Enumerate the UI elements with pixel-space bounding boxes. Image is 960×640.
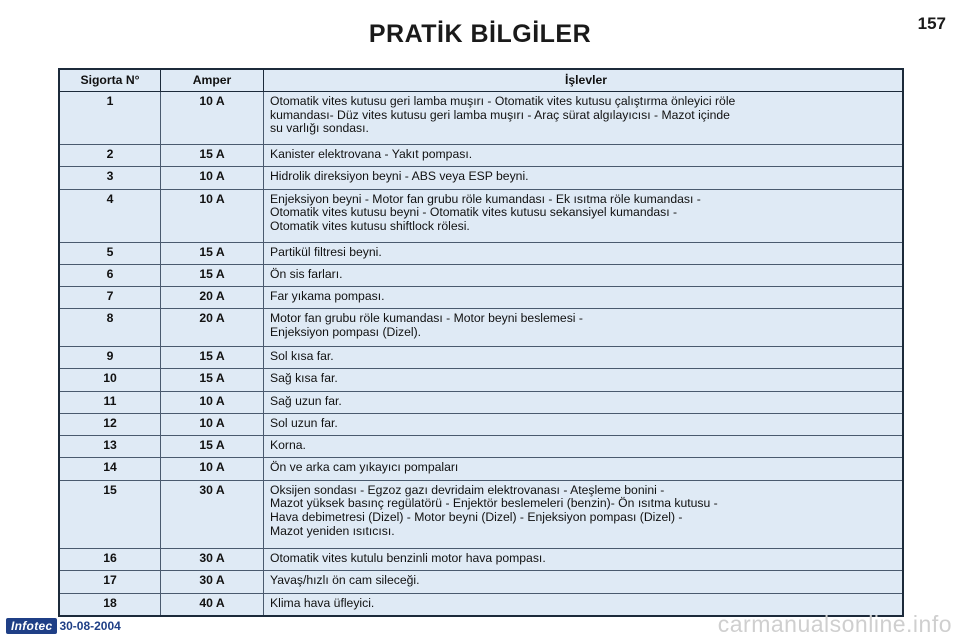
function-cell: Korna.: [264, 436, 903, 458]
table-row: [60, 549, 902, 571]
watermark: carmanualsonline.info: [717, 611, 952, 637]
page-number: 157: [917, 14, 946, 33]
table-row: [60, 242, 902, 264]
function-cell: Sol kısa far.: [264, 347, 903, 369]
ampere-cell: 10 A: [161, 458, 264, 480]
function-cell: Partikül filtresi beyni.: [264, 242, 903, 264]
function-cell: Sol uzun far.: [264, 413, 903, 435]
fuse-number-cell: 11: [60, 391, 161, 413]
fuse-number-cell: 9: [60, 347, 161, 369]
table-row: [60, 436, 902, 458]
ampere-cell: 40 A: [161, 593, 264, 615]
ampere-cell: 10 A: [161, 167, 264, 189]
function-cell: Sağ uzun far.: [264, 391, 903, 413]
table-row: [60, 167, 902, 189]
table-row: [60, 369, 902, 391]
ampere-cell: 15 A: [161, 242, 264, 264]
function-cell: Klima hava üfleyici.: [270, 595, 375, 610]
ampere-cell: 10 A: [161, 413, 264, 435]
ampere-cell: 20 A: [161, 309, 264, 347]
fuse-number-cell: 3: [60, 167, 161, 189]
table-row: [60, 571, 902, 593]
fuse-number-cell: 7: [60, 287, 161, 309]
table-row: [60, 189, 902, 242]
function-cell: Otomatik vites kutulu benzinli motor hava pompası.: [264, 549, 903, 571]
table-header-row: [60, 70, 902, 92]
fuse-number-cell: 4: [60, 189, 161, 242]
ampere-cell: 15 A: [161, 145, 264, 167]
fuse-table: [58, 68, 904, 617]
ampere-cell: 15 A: [161, 265, 264, 287]
table-row: [60, 92, 902, 145]
fuse-number-cell: 17: [60, 571, 161, 593]
function-cell: Ön ve arka cam yıkayıcı pompaları: [264, 458, 903, 480]
function-cell: Yavaş/hızlı ön cam sileceği.: [264, 571, 903, 593]
function-cell: Hidrolik direksiyon beyni - ABS veya ESP beyni.: [264, 167, 903, 189]
ampere-cell: 10 A: [161, 189, 264, 242]
column-header-fuse-no: Sigorta N°: [60, 70, 161, 92]
function-cell: Motor fan grubu röle kumandası - Motor beyni beslemesi - Enjeksiyon pompası (Dizel).: [264, 309, 903, 347]
fuse-number-cell: 1: [60, 92, 161, 145]
ampere-cell: 30 A: [161, 549, 264, 571]
fuse-number-cell: 12: [60, 413, 161, 435]
ampere-cell: 10 A: [161, 391, 264, 413]
fuse-number-cell: 13: [60, 436, 161, 458]
table-row: [60, 413, 902, 435]
ampere-cell: 15 A: [161, 347, 264, 369]
fuse-number-cell: 10: [60, 369, 161, 391]
column-header-functions: İşlevler: [264, 70, 903, 92]
fuse-number-cell: 16: [60, 549, 161, 571]
function-cell: Oksijen sondası - Egzoz gazı devridaim elektrovanası - Ateşleme bonini - Mazot yüksek basınç regülatörü - Enjektör beslemeleri (benzin)- Ön ısıtma kutusu - Hava debimetresi (Dizel) - Motor beyni (Dizel) - Enjeksiyon pompası (Dizel) - Mazot yeniden ısıtıcısı.: [264, 480, 903, 549]
footer: [6, 618, 121, 634]
function-cell: Far yıkama pompası.: [264, 287, 903, 309]
ampere-cell: 10 A: [161, 92, 264, 145]
table-row: [60, 347, 902, 369]
page-title: PRATİK BİLGİLER: [368, 20, 592, 48]
fuse-number-cell: 18: [60, 593, 161, 615]
ampere-cell: 30 A: [161, 571, 264, 593]
ampere-cell: 30 A: [161, 480, 264, 549]
ampere-cell: 15 A: [161, 436, 264, 458]
table-row: [60, 480, 902, 549]
fuse-number-cell: 5: [60, 242, 161, 264]
function-cell: Sağ kısa far.: [264, 369, 903, 391]
fuse-number-cell: 15: [60, 480, 161, 549]
table-row: [60, 458, 902, 480]
table-row: [60, 391, 902, 413]
fuse-number-cell: 8: [60, 309, 161, 347]
ampere-cell: 15 A: [161, 369, 264, 391]
table-row: [60, 287, 902, 309]
print-date: 30-08-2004: [59, 619, 121, 633]
fuse-number-cell: 6: [60, 265, 161, 287]
ampere-cell: 20 A: [161, 287, 264, 309]
function-cell: Ön sis farları.: [264, 265, 903, 287]
table-row: [60, 309, 902, 347]
function-cell: Enjeksiyon beyni - Motor fan grubu röle kumandası - Ek ısıtma röle kumandası - Otomatik vites kutusu beyni - Otomatik vites kutusu sekansiyel kumandası - Otomatik vites kutusu shiftlock rölesi.: [264, 189, 903, 242]
table-row: [60, 265, 902, 287]
function-cell: Otomatik vites kutusu geri lamba muşırı - Otomatik vites kutusu çalıştırma önleyici röle kumandası- Düz vites kutusu geri lamba muşırı - Araç sürat algılayıcısı - Mazot içinde su varlığı sondası.: [264, 92, 903, 145]
fuse-number-cell: 2: [60, 145, 161, 167]
fuse-number-cell: 14: [60, 458, 161, 480]
infotec-logo: Infotec: [6, 618, 57, 634]
column-header-ampere: Amper: [161, 70, 264, 92]
table-row: [60, 145, 902, 167]
function-cell: Kanister elektrovana - Yakıt pompası.: [264, 145, 903, 167]
